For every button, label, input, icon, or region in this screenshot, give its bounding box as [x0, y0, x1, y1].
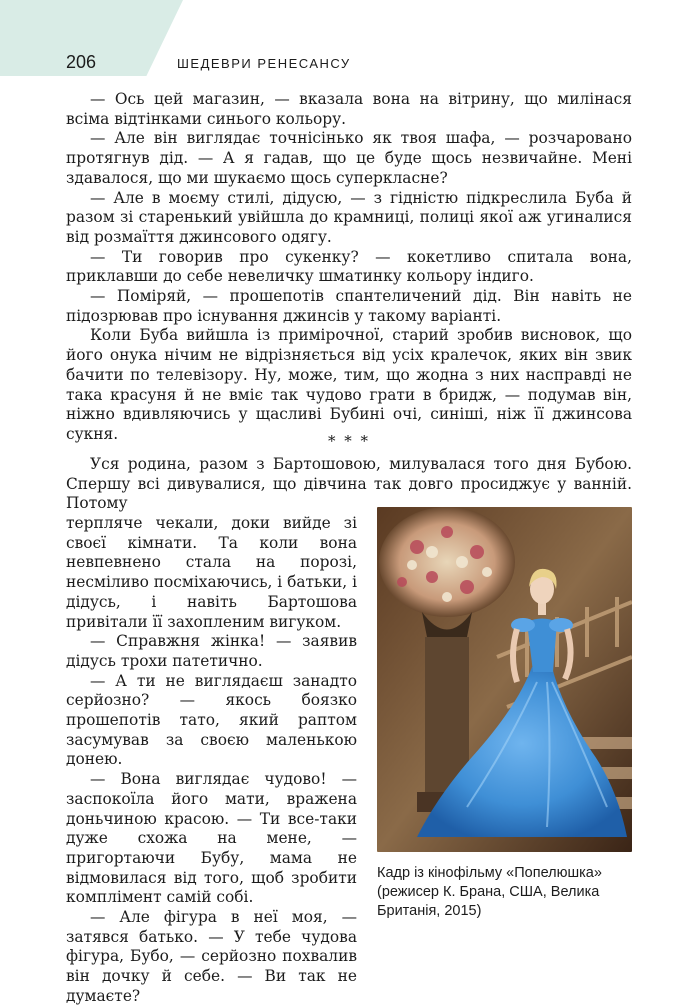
section-separator: * * * [327, 432, 371, 450]
paragraph: — Ось цей магазин, — вказала вона на вітрину, що милінася всіма відтінками синього кольору. [66, 90, 632, 128]
paragraph: Коли Буба вийшла із примірочної, старий зробив висновок, що його онука нічим не відрізняється від усіх кралечок, яких він звик бачити по телевізору. Ну, може, тим, що жодна з них насправді не така красуня й не вміє так чудово грати в бридж, — подумав він, ніжно вдивляючись у щасливі Бубині очі, синіші, ніж її джинсова сукня. [66, 326, 632, 443]
paragraph: Уся родина, разом з Бартошовою, милувалася того дня Бубою. Спершу всі дивувалися, що дівчина так довго просиджує у ванній. Потому [66, 455, 632, 513]
story-text-column [66, 514, 357, 1007]
image-caption: Кадр із кінофільму «Попелюшка» (режисер К. Брана, США, Велика Британія, 2015) [377, 865, 602, 919]
paragraph: — Справжня жінка! — заявив дідусь трохи патетично. [66, 632, 357, 670]
paragraph: терпляче чекали, доки вийде зі своєї кімнати. Та коли вона невпевнено стала на порозі, несміливо посміхаючись, і батьки, і дідусь, і навіть Бартошова привітали її захопленим вигуком. [66, 514, 357, 631]
paragraph: — Але в моєму стилі, дідусю, — з гідністю підкреслила Буба й разом зі старенький увійшла до крамниці, полиці якої аж угиналися від розмаїття джинсового одягу. [66, 188, 632, 246]
film-still-image [377, 507, 632, 852]
story-text-top [66, 90, 632, 445]
running-head: ШЕДЕВРИ РЕНЕСАНСУ [177, 56, 351, 71]
paragraph: — Поміряй, — прошепотів спантеличений дід. Він навіть не підозрював про існування джинсів у такому варіанті. [66, 287, 632, 325]
page-number: 206 [66, 52, 97, 72]
paragraph: — Але він виглядає точнісінько як твоя шафа, — розчаровано протягнув дід. — А я гадав, що це буде щось незвичайне. Мені здавалося, що ми шукаємо щось суперкласне? [66, 129, 632, 187]
paragraph: — Але фігура в неї моя, — затявся батько. — У тебе чудова фігура, Бубо, — серйозно похвалив він дочку й себе. — Ви так не думаєте? [66, 908, 357, 1005]
paragraph: — Ти говорив про сукенку? — кокетливо спитала вона, приклавши до себе невеличку шматинку кольору індиго. [66, 247, 632, 286]
paragraph: — Вона виглядає чудово! — заспокоїла його мати, вражена доньчиною красою. — Ти все-таки дуже схожа на мене, — пригортаючи Бубу, мама не відмовилася від того, щоб зробити комплімент самій собі. [66, 770, 357, 907]
story-text-intro [66, 455, 632, 514]
paragraph: — А ти не виглядаєш занадто серйозно? — якось боязко прошепотів тато, який раптом засумував за своєю маленькою донею. [66, 671, 357, 769]
